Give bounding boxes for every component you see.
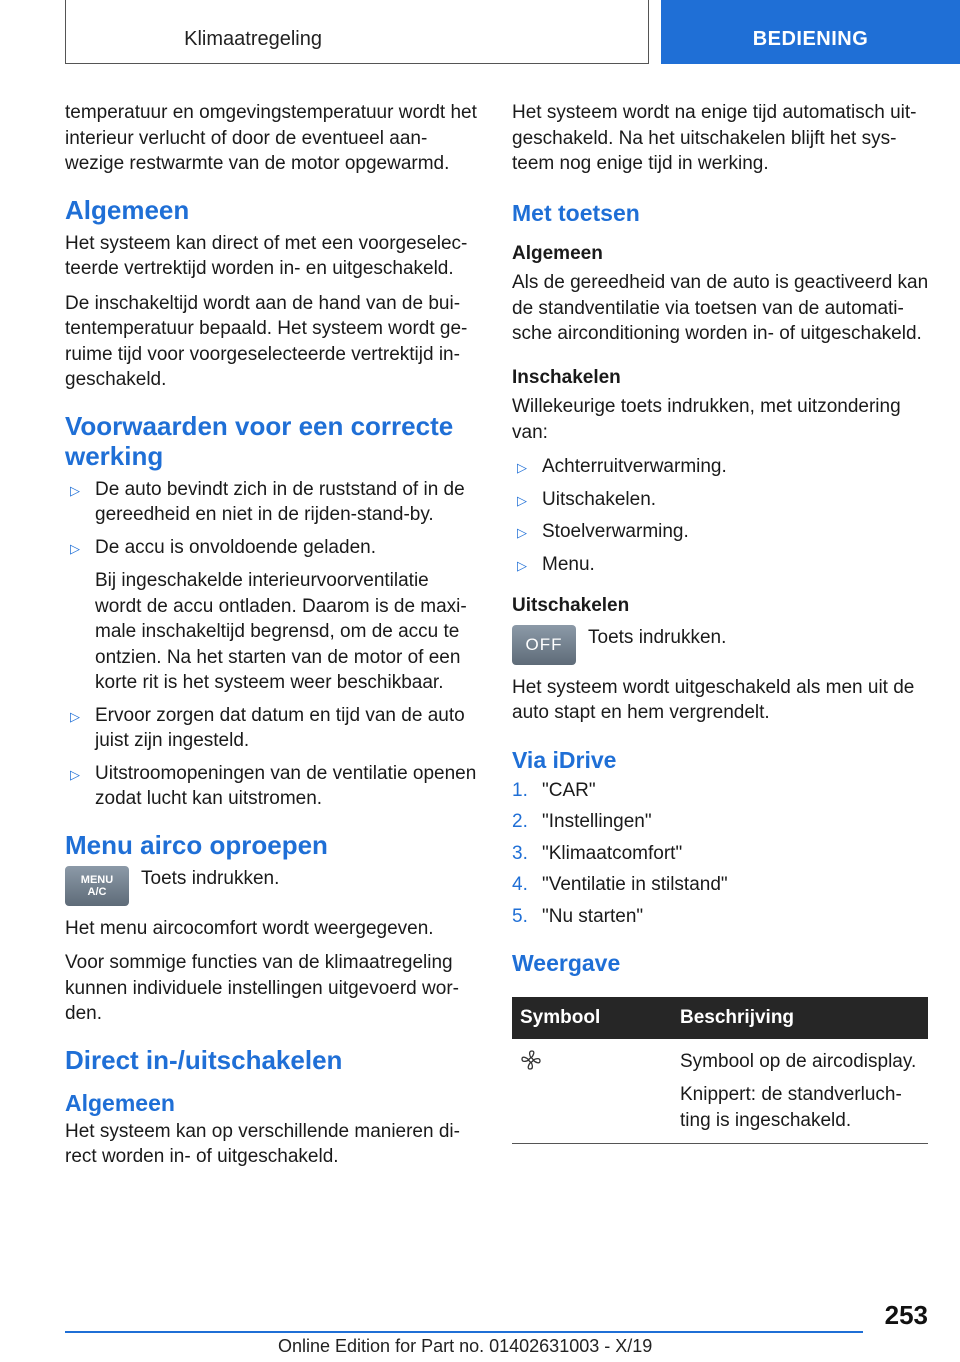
off-button-icon: OFF — [512, 625, 576, 665]
menu-paragraph-1: Het menu aircocomfort wordt weergegeven. — [65, 917, 434, 939]
list-item: ▷ Ervoor zorgen dat datum en tijd van de auto juist zijn ingesteld. — [70, 704, 465, 751]
list-item: ▷ Uitschakelen. — [512, 487, 930, 513]
off-button-instruction: Toets indrukken. — [588, 626, 727, 648]
uitschakelen-paragraph: Het systeem wordt uitgeschakeld als men uit de auto stapt en hem vergrendelt. — [512, 676, 915, 723]
list-item: 4. "Ventilatie in stilstand" — [512, 874, 728, 895]
table-row — [512, 1039, 928, 1144]
heading-algemeen-toetsen: Algemeen — [512, 242, 603, 264]
triangle-bullet-icon: ▷ — [517, 492, 527, 508]
intro-text: temperatuur en omgevingstemperatuur wordt het interieur verlucht of door de eventueel aan-wezige restwarmte van de motor opgewarmd. — [65, 102, 477, 174]
direct-paragraph: Het systeem kan op verschillende manieren di-rect worden in- of uitgeschakeld. — [65, 1120, 460, 1167]
header-frame — [65, 0, 649, 64]
toetsen-algemeen-paragraph: Als de gereedheid van de auto is geactiveerd kan de standventilatie via toetsen van de automati-sche airconditioning worden in- of uitgeschakeld. — [512, 272, 929, 344]
list-item: ▷ De auto bevindt zich in de ruststand of in de gereedheid en niet in de rijden-stand-by. — [70, 478, 465, 525]
heading-menu-airco: Menu airco oproepen — [65, 829, 328, 860]
list-item: 1. "CAR" — [512, 779, 596, 801]
triangle-bullet-icon: ▷ — [70, 540, 80, 556]
list-item: ▷ Achterruitverwarming. — [512, 454, 930, 480]
fan-icon — [520, 1055, 542, 1076]
subheading-algemeen: Algemeen — [65, 1089, 175, 1116]
list-item: ▷ Menu. — [512, 552, 930, 578]
accu-note: Bij ingeschakelde interieurvoorventilatie wordt de accu ontladen. Daarom is de maxi-male inschakeltijd begrensd, om de accu te ontzien. Na het starten van de motor of een korte rit is het systeem weer beschikbaar. — [95, 570, 467, 693]
heading-weergave: Weergave — [512, 950, 621, 976]
heading-via-idrive: Via iDrive — [512, 746, 617, 773]
triangle-bullet-icon: ▷ — [70, 482, 80, 498]
list-item: ▷ Uitstroomopeningen van de ventilatie openen zodat lucht kan uitstromen. — [70, 762, 477, 809]
header-section-title: Klimaatregeling — [184, 28, 322, 50]
list-item: 2. "Instellingen" — [512, 811, 652, 832]
triangle-bullet-icon: ▷ — [70, 708, 80, 724]
triangle-bullet-icon: ▷ — [517, 460, 527, 475]
heading-inschakelen: Inschakelen — [512, 366, 621, 388]
inschakelen-paragraph: Willekeurige toets indrukken, met uitzondering van: — [512, 396, 901, 443]
heading-uitschakelen: Uitschakelen — [512, 595, 630, 616]
list-item: 5. "Nu starten" — [512, 905, 644, 927]
symbol-table — [512, 997, 928, 1144]
triangle-bullet-icon: ▷ — [517, 557, 527, 573]
table-cell-symbol — [512, 1039, 672, 1144]
list-item: ▷ Stoelverwarming. — [512, 519, 930, 545]
footer-edition: Online Edition for Part no. 01402631003 - X/19 — [278, 1336, 653, 1356]
right-column — [512, 100, 930, 1144]
footer-divider — [65, 1331, 863, 1333]
list-item: ▷ De accu is onvoldoende geladen. Bij ingeschakelde interieurvoorventilatie wordt de accu ontladen. Daarom is de maxi-male inschakeltijd begrensd, om de accu te ontzien. Na het starten van de motor of een korte rit is het systeem weer beschikbaar. — [65, 535, 480, 696]
left-column — [65, 100, 480, 1179]
triangle-bullet-icon: ▷ — [70, 766, 80, 782]
heading-voorwaarden: Voorwaarden voor een correcte werking — [65, 410, 454, 471]
menu-ac-button-icon: MENU A/C — [65, 866, 129, 906]
off-button-row — [512, 625, 930, 665]
voorwaarden-list — [65, 477, 480, 812]
table-header-row — [512, 997, 928, 1039]
algemeen-paragraph-1: Het systeem kan direct of met een voorgeselec-teerde vertrektijd worden in- en uitgeschakeld. — [65, 232, 468, 279]
idrive-steps — [512, 778, 930, 930]
list-item: 3. "Klimaatcomfort" — [512, 842, 683, 864]
heading-algemeen: Algemeen — [65, 194, 190, 225]
table-cell-description: Symbool op de aircodisplay. Knippert: de standverluch-ting is ingeschakeld. — [672, 1039, 928, 1144]
menu-button-row — [65, 866, 480, 906]
menu-button-instruction: Toets indrukken. — [141, 867, 280, 889]
triangle-bullet-icon: ▷ — [517, 525, 527, 540]
menu-paragraph-2: Voor sommige functies van de klimaatregeling kunnen individuele instellingen uitgevoerd wor-den. — [65, 952, 459, 1024]
header-chapter-tab: BEDIENING — [661, 0, 960, 64]
table-header-beschrijving: Beschrijving — [672, 997, 928, 1039]
page-number: 253 — [884, 1300, 928, 1330]
heading-met-toetsen: Met toetsen — [512, 199, 640, 226]
table-header-symbool: Symbool — [512, 997, 672, 1039]
algemeen-paragraph-2: De inschakeltijd wordt aan de hand van de bui-tentemperatuur bepaald. Het systeem wordt ge-ruime tijd voor voorgeselecteerde vertrektijd in-geschakeld. — [65, 292, 468, 390]
heading-direct: Direct in-/uitschakelen — [65, 1044, 343, 1075]
right-intro-text: Het systeem wordt na enige tijd automatisch uit-geschakeld. Na het uitschakelen blijft het sys-teem nog enige tijd in werking. — [512, 102, 917, 174]
inschakelen-list — [512, 454, 930, 577]
